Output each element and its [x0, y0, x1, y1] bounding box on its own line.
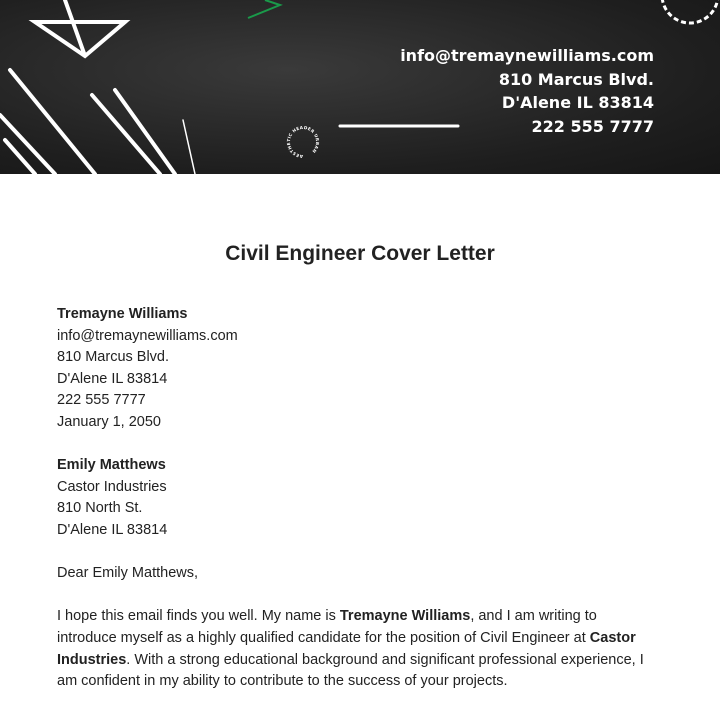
badge-text-path: AESTHETIC HEADER URBAN [285, 124, 321, 160]
body-company: Castor Industries [57, 629, 636, 668]
letter-date: January 1, 2050 [57, 413, 161, 430]
sender-block [57, 304, 647, 434]
recipient-company: Castor Industries [57, 478, 167, 495]
salutation: Dear Emily Matthews, [57, 565, 199, 582]
body-text: I hope this email finds you well. My name is [57, 608, 340, 625]
recipient-name: Emily Matthews [57, 457, 166, 474]
badge-text [286, 125, 320, 159]
header-banner [0, 0, 720, 174]
sender-phone: 222 555 7777 [57, 392, 146, 409]
letter-body [57, 304, 647, 714]
header-contact [394, 44, 654, 138]
sender-name: Tremayne Williams [57, 306, 188, 322]
sender-city: D'Alene IL 83814 [57, 370, 168, 387]
recipient-address: 810 North St. [57, 500, 143, 517]
sender-address: 810 Marcus Blvd. [57, 349, 170, 366]
body-text: . With a strong educational background and significant professional experience, I am confident in my ability to contribute to the success of your projects. [57, 651, 644, 690]
body-text: , and I am writing to introduce myself as a highly qualified candidate for the position of Civil Engineer at [57, 608, 597, 646]
page-title: Civil Engineer Cover Letter [225, 242, 495, 265]
header-city: D'Alene IL 83814 [501, 93, 654, 113]
body-paragraph [57, 606, 647, 692]
header-address: 810 Marcus Blvd. [498, 69, 654, 89]
recipient-city: D'Alene IL 83814 [57, 521, 168, 538]
recipient-block [57, 455, 647, 541]
sender-email: info@tremaynewilliams.com [57, 327, 238, 344]
header-phone: 222 555 7777 [531, 116, 654, 136]
body-name: Tremayne Williams [339, 608, 471, 625]
header-email: info@tremaynewilliams.com [400, 46, 654, 65]
